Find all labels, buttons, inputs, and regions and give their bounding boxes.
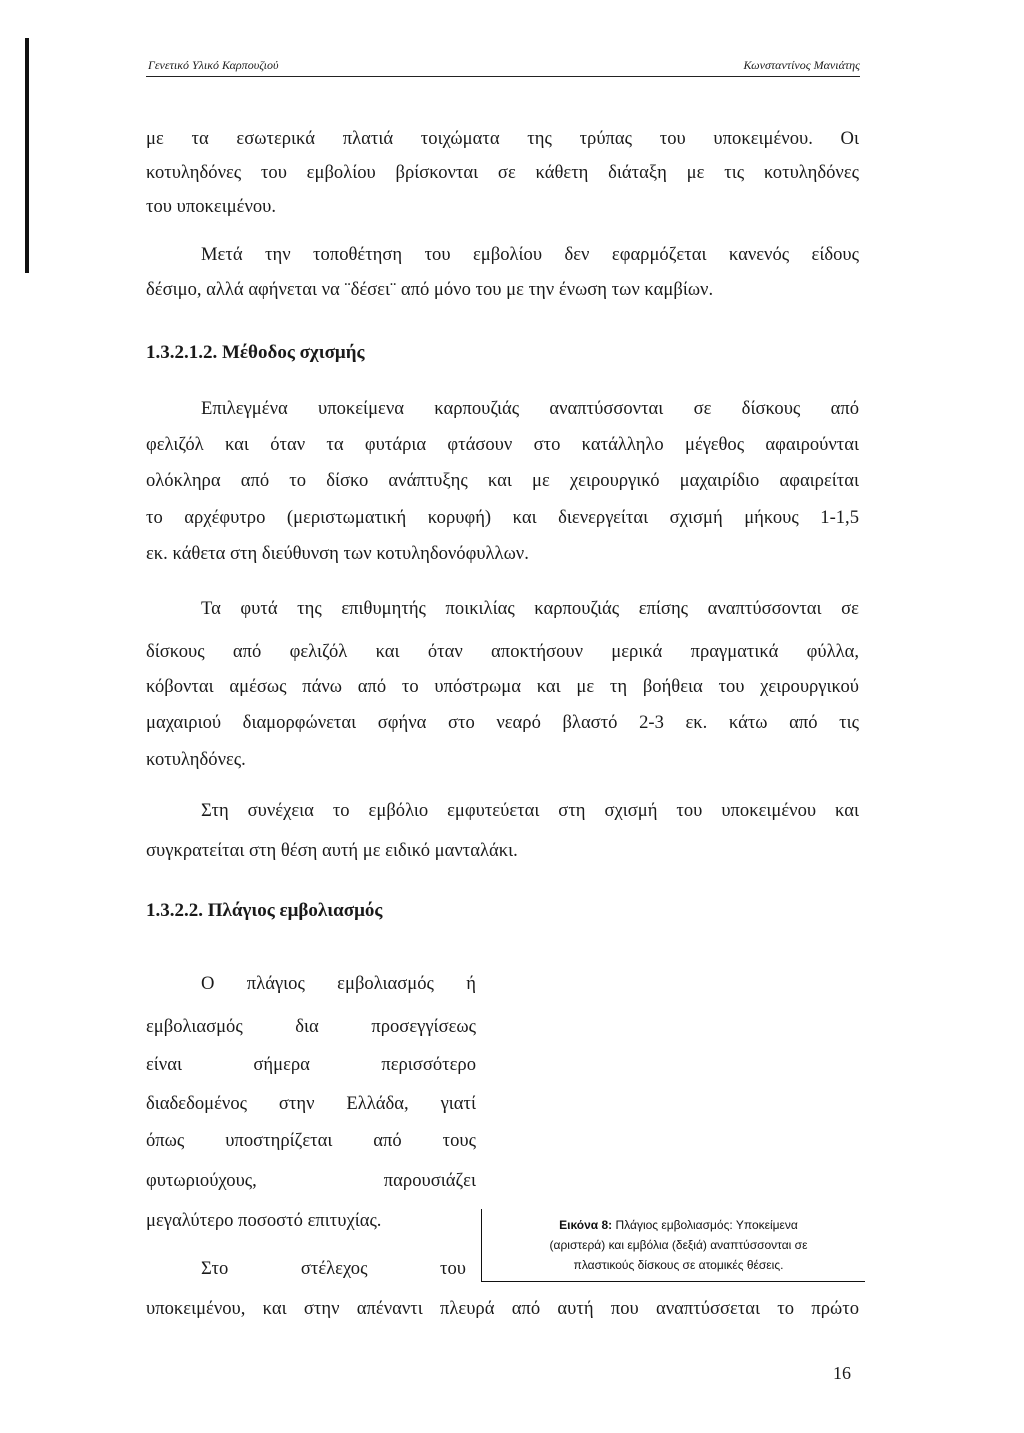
s1-p1-line-2: φελιζόλ και όταν τα φυτάρια φτάσουν στο κατάλληλο μέγεθος αφαιρούνται bbox=[146, 434, 859, 455]
s2-p2-line-1: Στο στέλεχος του bbox=[201, 1258, 466, 1279]
s2-p1-line-3: είναι σήμερα περισσότερο bbox=[146, 1054, 476, 1075]
s1-p3-line-1: Στη συνέχεια το εμβόλιο εμφυτεύεται στη σχισμή του υποκειμένου και bbox=[201, 800, 859, 821]
intro-line-5: δέσιμο, αλλά αφήνεται να ¨δέσει¨ από μόνο του με την ένωση των καμβίων. bbox=[146, 279, 714, 300]
s2-p1-line-2: εμβολιασμός δια προσεγγίσεως bbox=[146, 1016, 476, 1037]
s2-p1-line-4: διαδεδομένος στην Ελλάδα, γιατί bbox=[146, 1093, 476, 1114]
s1-p1-line-4: το αρχέφυτρο (μεριστωματική κορυφή) και διενεργείται σχισμή μήκους 1-1,5 bbox=[146, 507, 859, 528]
s2-p1-line-6: φυτωριούχους, παρουσιάζει bbox=[146, 1170, 476, 1191]
figure-label: Εικόνα 8: bbox=[559, 1218, 613, 1232]
page-number: 16 bbox=[833, 1363, 851, 1383]
header-author: Κωνσταντίνος Μανιάτης bbox=[743, 58, 860, 72]
intro-line-3: του υποκειμένου. bbox=[146, 196, 277, 217]
s2-p1-line-1: Ο πλάγιος εμβολιασμός ή bbox=[201, 973, 476, 994]
s1-p3-line-2: συγκρατείται στη θέση αυτή με ειδικό μανταλάκι. bbox=[146, 840, 518, 861]
s1-p2-line-2: δίσκους από φελιζόλ και όταν αποκτήσουν μερικά πραγματικά φύλλα, bbox=[146, 641, 859, 662]
s1-p2-line-3: κόβονται αμέσως πάνω από το υπόστρωμα και με τη βοήθεια του χειρουργικού bbox=[146, 676, 859, 697]
section-heading-schisis: 1.3.2.1.2. Μέθοδος σχισμής bbox=[146, 342, 365, 363]
intro-line-2: κοτυληδόνες του εμβολίου βρίσκονται σε κάθετη διάταξη με τις κοτυληδόνες bbox=[146, 162, 859, 183]
header-title: Γενετικό Υλικό Καρπουζιού bbox=[148, 58, 279, 72]
s1-p1-line-1: Επιλεγμένα υποκείμενα καρπουζιάς αναπτύσσονται σε δίσκους από bbox=[201, 398, 859, 419]
figure-caption-line-3: πλαστικούς δίσκους σε ατομικές θέσεις. bbox=[573, 1258, 784, 1272]
figure-caption-line-1 bbox=[492, 1215, 865, 1235]
running-header bbox=[146, 58, 860, 77]
s1-p2-line-1: Τα φυτά της επιθυμητής ποικιλίας καρπουζιάς επίσης αναπτύσσονται σε bbox=[201, 598, 859, 619]
s1-p2-line-5: κοτυληδόνες. bbox=[146, 749, 246, 770]
s2-p2-line-2: υποκειμένου, και στην απέναντι πλευρά από αυτή που αναπτύσσεται το πρώτο bbox=[146, 1298, 859, 1319]
scan-edge-bar bbox=[25, 38, 29, 273]
s2-p1-line-5: όπως υποστηρίζεται από τους bbox=[146, 1130, 476, 1151]
figure-caption-text: Πλάγιος εμβολιασμός: Υποκείμενα bbox=[615, 1218, 798, 1232]
s1-p1-line-3: ολόκληρα από το δίσκο ανάπτυξης και με χειρουργικό μαχαιρίδιο αφαιρείται bbox=[146, 470, 859, 491]
section-heading-plagios: 1.3.2.2. Πλάγιος εμβολιασμός bbox=[146, 900, 383, 921]
figure-caption bbox=[481, 1209, 865, 1282]
s1-p2-line-4: μαχαιριού διαμορφώνεται σφήνα στο νεαρό βλαστό 2-3 εκ. κάτω από τις bbox=[146, 712, 859, 733]
intro-line-1: με τα εσωτερικά πλατιά τοιχώματα της τρύπας του υποκειμένου. Οι bbox=[146, 128, 859, 149]
s1-p1-line-5: εκ. κάθετα στη διεύθυνση των κοτυληδονόφυλλων. bbox=[146, 543, 529, 564]
figure-caption-line-2: (αριστερά) και εμβόλια (δεξιά) αναπτύσσονται σε bbox=[549, 1238, 808, 1252]
s2-p1-line-7: μεγαλύτερο ποσοστό επιτυχίας. bbox=[146, 1210, 382, 1231]
intro-line-4: Μετά την τοποθέτηση του εμβολίου δεν εφαρμόζεται κανενός είδους bbox=[201, 244, 859, 265]
